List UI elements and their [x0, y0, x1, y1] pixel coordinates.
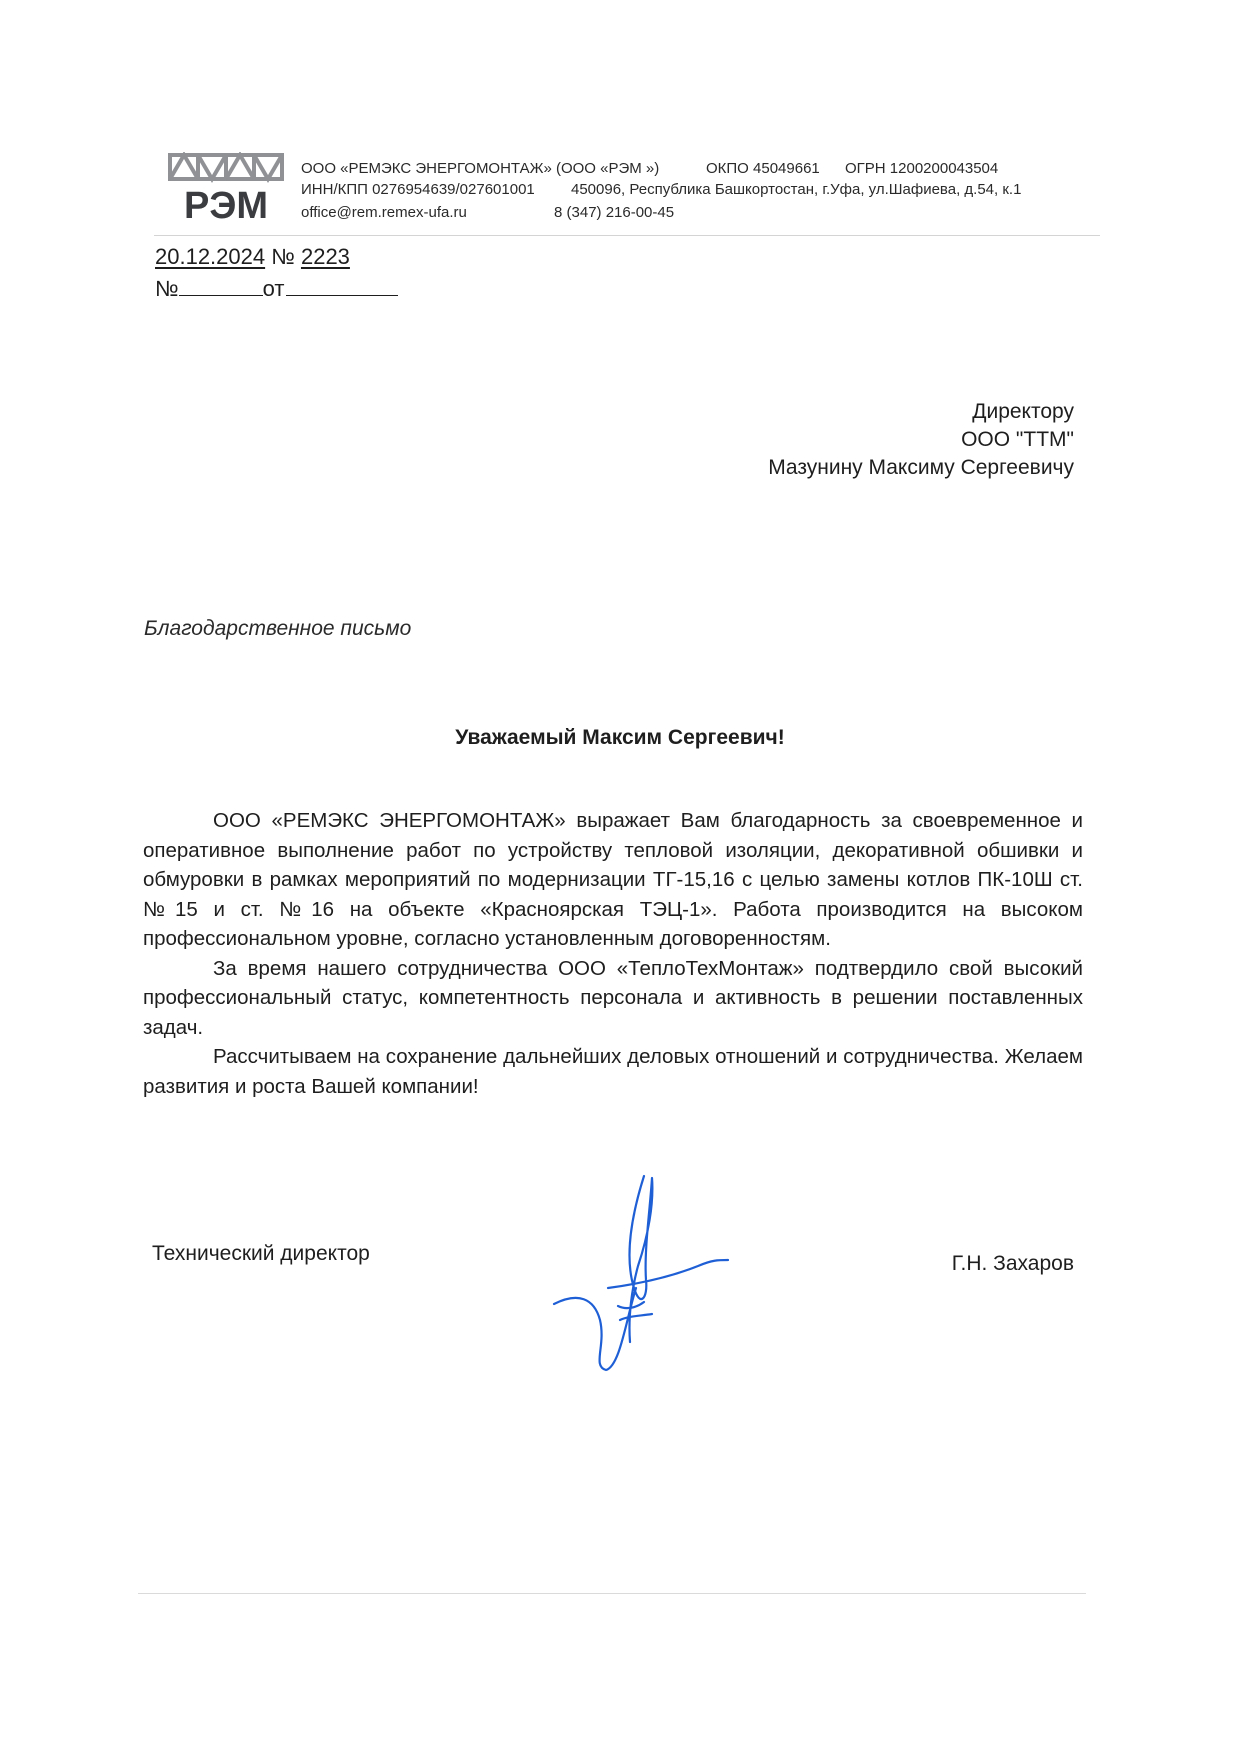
handwritten-signature [548, 1170, 758, 1380]
header-divider [154, 235, 1100, 236]
ref-date-blank [286, 275, 398, 296]
okpo: ОКПО 45049661 [706, 160, 820, 177]
incoming-reference [155, 275, 398, 302]
letter-number: 2223 [300, 244, 350, 269]
footer-divider [138, 1593, 1086, 1594]
addressee-position: Директору [972, 400, 1074, 423]
ref-from-label: от [262, 276, 285, 301]
company-email: office@rem.remex-ufa.ru [301, 204, 467, 221]
ogrn: ОГРН 1200200043504 [845, 160, 999, 177]
body-paragraph-1: ООО «РЕМЭКС ЭНЕРГОМОНТАЖ» выражает Вам благодарность за своевременное и оперативное выполнение работ по устройству тепловой изоляции, декоративной обшивки и обмуровки в рамках мероприятий по модернизации ТГ-15,16 с целью замены котлов ПК-10Ш ст. №15 и ст. №16 на объекте «Красноярская ТЭЦ-1». Работа производится на высоком профессиональном уровне, согласно установленным договоренностям. [143, 809, 1083, 950]
org-name: ООО «РЕМЭКС ЭНЕРГОМОНТАЖ» (ООО «РЭМ ») [301, 160, 660, 177]
letter-date: 20.12.2024 [155, 244, 266, 269]
body-paragraph-3: Рассчитываем на сохранение дальнейших деловых отношений и сотрудничества. Желаем развития и роста Вашей компании! [143, 1045, 1083, 1098]
company-logo [168, 152, 284, 222]
ref-number-blank [179, 275, 263, 296]
signatory-name: Г.Н. Захаров [951, 1252, 1074, 1275]
addressee-block [768, 398, 1074, 482]
number-sign: № [271, 244, 295, 269]
addressee-name: Мазунину Максиму Сергеевичу [768, 456, 1074, 479]
addressee-company: ООО "ТТМ" [961, 428, 1074, 451]
company-phone: 8 (347) 216-00-45 [554, 204, 675, 221]
company-address: 450096, Республика Башкортостан, г.Уфа, ул.Шафиева, д.54, к.1 [571, 181, 1022, 198]
letter-body [143, 806, 1083, 1101]
letter-subject: Благодарственное письмо [144, 617, 412, 640]
signatory-position: Технический директор [152, 1242, 370, 1265]
body-paragraph-2: За время нашего сотрудничества ООО «ТеплоТехМонтаж» подтвердило свой высокий профессиональный статус, компетентность персонала и активность в решении поставленных задач. [143, 956, 1083, 1039]
ref-number-sign: № [155, 276, 179, 301]
inn-kpp: ИНН/КПП 0276954639/027601001 [301, 181, 535, 198]
logo-text: РЭМ [183, 185, 269, 222]
outgoing-registration [155, 244, 350, 270]
salutation: Уважаемый Максим Сергеевич! [455, 726, 785, 749]
logo-truss-icon [170, 155, 282, 179]
